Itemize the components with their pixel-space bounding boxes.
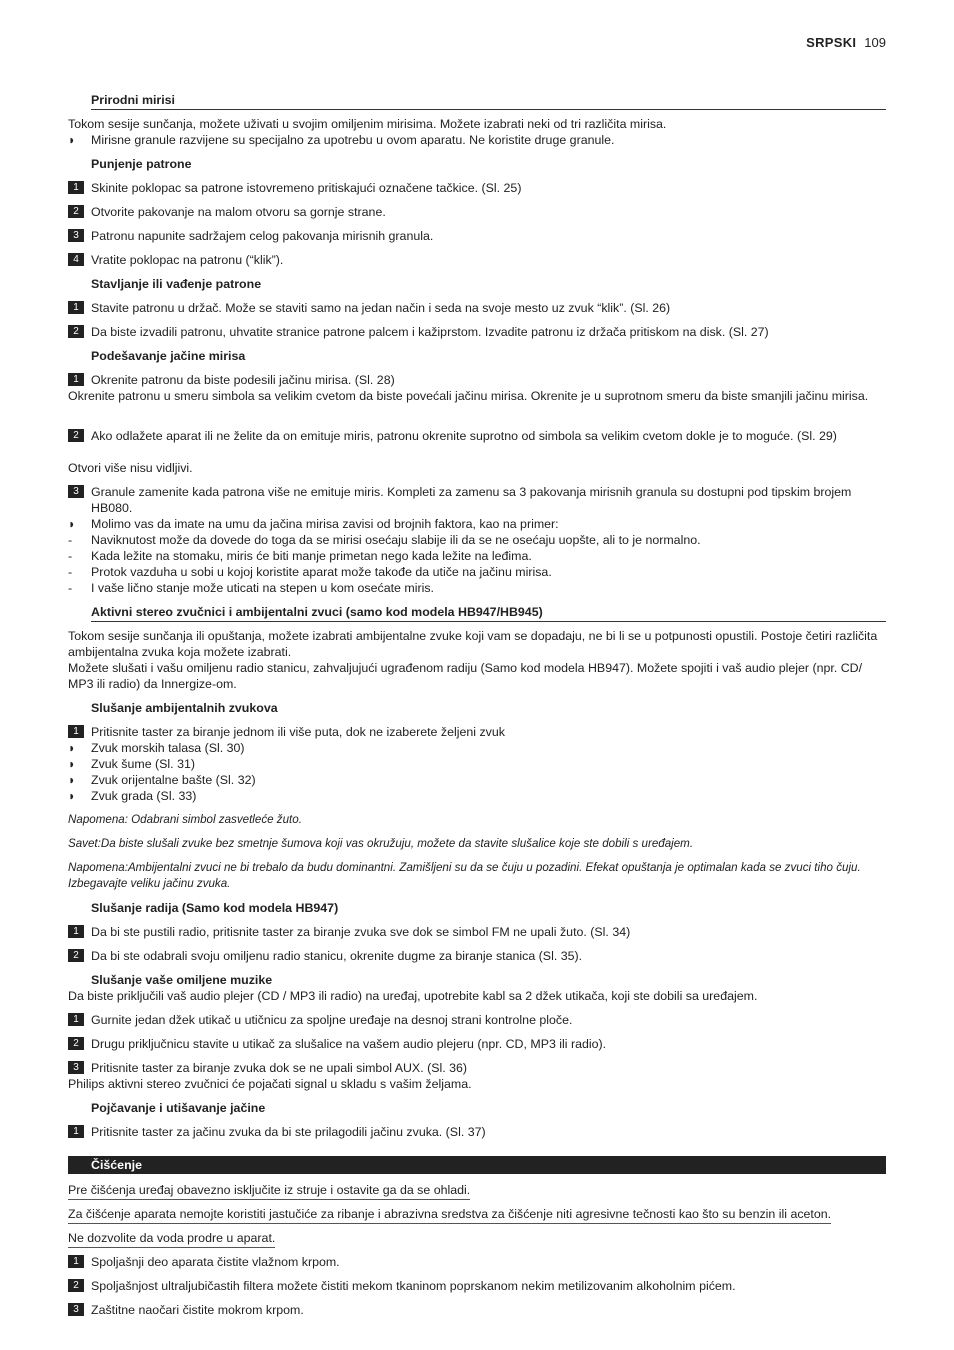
subsection-title: Stavljanje ili vađenje patrone bbox=[91, 277, 262, 291]
step-number: 2 bbox=[68, 1037, 84, 1050]
page-header bbox=[806, 35, 886, 50]
bullet-marker-icon: ◗ bbox=[68, 773, 76, 787]
step-item: 3 Zaštitne naočari čistite mokrom krpom. bbox=[68, 1302, 909, 1318]
bullet-marker-icon: ◗ bbox=[68, 133, 76, 147]
paragraph: Da biste priključili vaš audio plejer (CD / MP3 ili radio) na uređaj, upotrebite kabl sa 2 džek utikača, koji ste dobili sa uređajem. bbox=[68, 989, 758, 1003]
paragraph: Philips aktivni stereo zvučnici će pojačati signal u skladu s vašim željama. bbox=[68, 1077, 472, 1091]
bullet-item: ◗ Zvuk morskih talasa (Sl. 30) bbox=[68, 741, 245, 755]
step-number: 1 bbox=[68, 181, 84, 194]
step-item: 3 Patronu napunite sadržajem celog pakovanja mirisnih granula. bbox=[68, 228, 909, 244]
step-number: 1 bbox=[68, 301, 84, 314]
step-item: 2 Otvorite pakovanje na malom otvoru sa gornje strane. bbox=[68, 204, 909, 220]
bullet-item: ◗ Zvuk šume (Sl. 31) bbox=[68, 757, 195, 771]
dash-item: - Kada ležite na stomaku, miris će biti manje primetan nego kada ležite na leđima. bbox=[68, 549, 532, 563]
bullet-marker-icon: ◗ bbox=[68, 741, 76, 755]
step-number: 2 bbox=[68, 949, 84, 962]
step-number: 3 bbox=[68, 1061, 84, 1074]
step-number: 2 bbox=[68, 205, 84, 218]
note: Napomena:Ambijentalni zvuci ne bi trebalo da budu dominantni. Zamišljeni su da se čuju u pozadini. Efekat opuštanja je optimalan kada se zvuci tiho čuju. Izbegavajte veliku jačinu zvuka. bbox=[68, 861, 861, 890]
step-item: 1 Okrenite patronu da biste podesili jačinu mirisa. (Sl. 28) bbox=[68, 372, 909, 388]
step-number: 3 bbox=[68, 229, 84, 242]
bullet-item: ◗ Molimo vas da imate na umu da jačina mirisa zavisi od brojnih faktora, kao na primer: bbox=[68, 517, 559, 531]
step-number: 1 bbox=[68, 1125, 84, 1138]
step-number: 2 bbox=[68, 429, 84, 442]
paragraph: Tokom sesije sunčanja ili opuštanja, možete izabrati ambijentalne zvuke koji vam se dopadaju, ne bi li se u potpunosti opustili. Postoje četiri različita ambijentalna zvuka koja možete izabrati. bbox=[68, 629, 878, 659]
step-number: 1 bbox=[68, 1013, 84, 1026]
step-number: 1 bbox=[68, 1255, 84, 1268]
section-title: Prirodni mirisi bbox=[91, 92, 886, 110]
step-number: 1 bbox=[68, 373, 84, 386]
note: Napomena: Odabrani simbol zasvetleće žuto. bbox=[68, 813, 302, 826]
step-item: 1 Gurnite jedan džek utikač u utičnicu za spoljne uređaje na desnoj strani kontrolne ploče. bbox=[68, 1012, 909, 1028]
subsection-title: Pojčavanje i utišavanje jačine bbox=[91, 1101, 266, 1115]
subsection-title: Slušanje radija (Samo kod modela HB947) bbox=[91, 901, 339, 915]
subsection-title: Punjenje patrone bbox=[91, 157, 192, 171]
step-number: 1 bbox=[68, 925, 84, 938]
bullet-marker-icon: ◗ bbox=[68, 789, 76, 803]
step-item: 2 Da bi ste odabrali svoju omiljenu radio stanicu, okrenite dugme za biranje stanica (Sl. 35). bbox=[68, 948, 909, 964]
step-item: 1 Stavite patronu u držač. Može se staviti samo na jedan način i seda na svoje mesto uz zvuk “klik”. (Sl. 26) bbox=[68, 300, 909, 316]
step-item: 1 Spoljašnji deo aparata čistite vlažnom krpom. bbox=[68, 1254, 909, 1270]
bullet-marker-icon: ◗ bbox=[68, 517, 76, 531]
paragraph: Možete slušati i vašu omiljenu radio stanicu, zahvaljujući ugrađenom radiju (Samo kod modela HB947). Možete spojiti i vaš audio plejer (npr. CD/ MP3 ili radio) da Innergize-om. bbox=[68, 661, 863, 691]
step-item: 3 Pritisnite taster za biranje zvuka dok se ne upali simbol AUX. (Sl. 36) bbox=[68, 1060, 909, 1076]
step-item: 1 Pritisnite taster za biranje jednom ili više puta, dok ne izaberete željeni zvuk bbox=[68, 724, 909, 740]
step-item: 1 Skinite poklopac sa patrone istovremeno pritiskajući označene tačkice. (Sl. 25) bbox=[68, 180, 909, 196]
dash-item: - Naviknutost može da dovede do toga da se mirisi osećaju slabije ili da se ne osećaju uopšte, ali to je normalno. bbox=[68, 533, 701, 547]
subsection-title: Slušanje ambijentalnih zvukova bbox=[91, 701, 278, 715]
step-item: 1 Pritisnite taster za jačinu zvuka da bi ste prilagodili jačinu zvuka. (Sl. 37) bbox=[68, 1124, 909, 1140]
step-number: 1 bbox=[68, 725, 84, 738]
step-number: 3 bbox=[68, 485, 84, 498]
step-number: 3 bbox=[68, 1303, 84, 1316]
step-item: 2 Spoljašnjost ultraljubičastih filtera možete čistiti mekom tkaninom poprskanom nekim metilizovanim alkoholnim pićem. bbox=[68, 1278, 909, 1294]
section-title: Čišćenje bbox=[91, 1158, 142, 1172]
paragraph: Tokom sesije sunčanja, možete uživati u svojim omiljenim mirisima. Možete izabrati neki od tri različita mirisa. bbox=[68, 117, 667, 131]
bullet-item: ◗ Zvuk orijentalne bašte (Sl. 32) bbox=[68, 773, 256, 787]
step-item: 2 Ako odlažete aparat ili ne želite da on emituje miris, patronu okrenite suprotno od simbola sa velikim cvetom dokle je to moguće. (Sl. 29) bbox=[68, 428, 851, 444]
language-label: SRPSKI bbox=[806, 35, 857, 50]
paragraph: Okrenite patronu u smeru simbola sa velikim cvetom da biste povećali jačinu mirisa. Okrenite je u suprotnom smeru da biste smanjili jačinu mirisa. bbox=[68, 389, 869, 403]
step-item: 2 Drugu priključnicu stavite u utikač za slušalice na vašem audio plejeru (npr. CD, MP3 ili radio). bbox=[68, 1036, 909, 1052]
bullet-item: ◗ Mirisne granule razvijene su specijalno za upotrebu u ovom aparatu. Ne koristite druge granule. bbox=[68, 133, 615, 147]
bullet-item: ◗ Zvuk grada (Sl. 33) bbox=[68, 789, 197, 803]
bullet-marker-icon: ◗ bbox=[68, 757, 76, 771]
step-number: 4 bbox=[68, 253, 84, 266]
note: Savet:Da biste slušali zvuke bez smetnje šumova koji vas okružuju, možete da stavite slušalice koje ste dobili s uređajem. bbox=[68, 837, 694, 850]
step-number: 2 bbox=[68, 1279, 84, 1292]
warning: Pre čišćenja uređaj obavezno isključite iz struje i ostavite ga da se ohladi. bbox=[68, 1182, 886, 1200]
paragraph: Otvori više nisu vidljivi. bbox=[68, 461, 193, 475]
warning: Ne dozvolite da voda prodre u aparat. bbox=[68, 1230, 886, 1248]
subsection-title: Slušanje vaše omiljene muzike bbox=[91, 973, 273, 987]
step-number: 2 bbox=[68, 325, 84, 338]
step-item: 2 Da biste izvadili patronu, uhvatite stranice patrone palcem i kažiprstom. Izvadite patronu iz držača pritiskom na disk. (Sl. 27) bbox=[68, 324, 909, 340]
page-number: 109 bbox=[864, 35, 886, 50]
dash-item: - I vaše lično stanje može uticati na stepen u kom osećate miris. bbox=[68, 581, 434, 595]
step-item: 4 Vratite poklopac na patronu (“klik”). bbox=[68, 252, 909, 268]
dash-item: - Protok vazduha u sobi u kojoj koristite aparat može takođe da utiče na jačinu mirisa. bbox=[68, 565, 552, 579]
section-title: Aktivni stereo zvučnici i ambijentalni zvuci (samo kod modela HB947/HB945) bbox=[91, 604, 886, 622]
subsection-title: Podešavanje jačine mirisa bbox=[91, 349, 246, 363]
warning: Za čišćenje aparata nemojte koristiti jastučiće za ribanje i abrazivna sredstva za čišćenje niti agresivne tečnosti kao što su benzin ili aceton. bbox=[68, 1206, 886, 1224]
step-item: 3 Granule zamenite kada patrona više ne emituje miris. Kompleti za zamenu sa 3 pakovanja mirisnih granula su dostupni pod tipskim brojem HB080. bbox=[68, 484, 886, 516]
section-bar bbox=[68, 1156, 886, 1174]
step-item: 1 Da bi ste pustili radio, pritisnite taster za biranje zvuka sve dok se simbol FM ne upali žuto. (Sl. 34) bbox=[68, 924, 909, 940]
